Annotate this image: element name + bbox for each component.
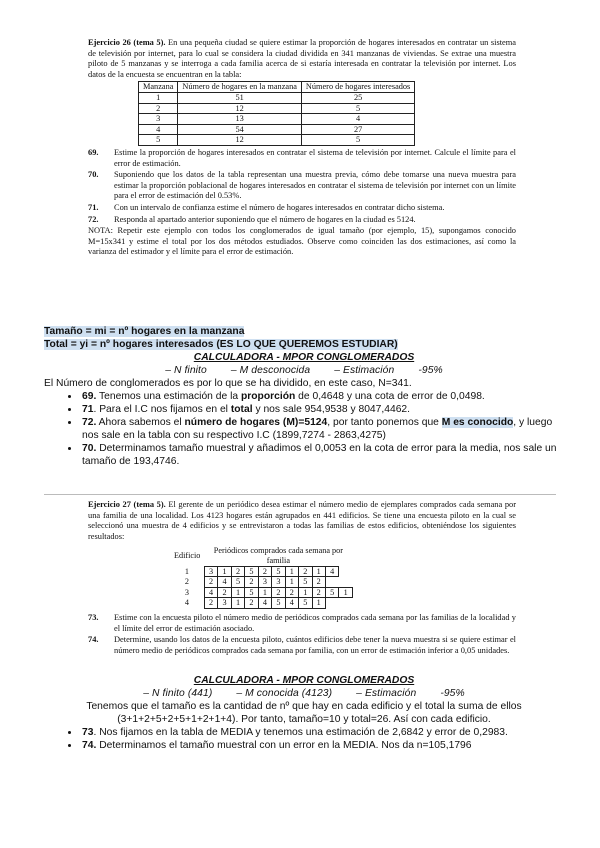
answer-bold: número de hogares (M)=5124 [184,417,328,428]
table-cell: 2 [204,598,217,609]
table-cell: 2 [272,587,285,598]
table-cell: 5 [231,577,244,588]
question-text: Suponiendo que los datos de la tabla representan una muestra previa, cómo debe tomarse una nueva muestra para estimar la proporción poblacional de hogares interesados en contratar el sistema de televisión por internet con un límite para el error de estimación del 0.53%. [114,170,516,201]
param-m: – M desconocida [230,365,311,376]
table-header-row [139,82,415,93]
exercise-27-table [170,546,353,609]
exercise-26-note: NOTA: Repetir este ejemplo con todos los conglomerados de igual tamaño (por ejemplo, 15), supongamos conocido M=15x341 y estime el total por los dos métodos estudiados. Observe como coinciden las dos estimaciones, así como la varianza del estimador y el límite para el error de estimación. [88,226,516,257]
table-cell: 1 [285,577,298,588]
table-cell: 5 [272,598,285,609]
table-cell: 1 [299,587,312,598]
notes-paragraph: Tenemos que el tamaño es la cantidad de nº que hay en cada edificio y el total la suma de ellos (3+1+2+5+2+5+1+2+1+4). Por tanto, tamaño=10 y total=26. Así con cada edificio. [86,701,522,725]
question-text: Determine, usando los datos de la encuesta piloto, cuántos edificios debe tener la nueva muestra si se quiere estimar el número medio de periódicos comprados cada semana por familia, con un error de estimación inferior a 0,05 unidades. [114,635,516,655]
table-cell: 2 [312,577,325,588]
calculator-title: CALCULADORA - MPOR CONGLOMERADOS [193,352,415,363]
question-73 [88,613,516,634]
notes-exercise-26 [44,325,564,468]
table-cell: 1 [139,92,178,103]
table-cell: 1 [184,566,189,576]
table-cell: 3 [272,577,285,588]
table-cell [325,598,338,609]
table-cell: 4 [184,598,189,608]
answer-number: 73 [82,727,94,738]
param-estimation: – Estimación [334,365,395,376]
table-cell: 3 [204,566,217,577]
question-69 [88,148,516,169]
table-cell: 12 [178,103,302,114]
table-cell: 2 [204,577,217,588]
table-cell: 2 [139,103,178,114]
table-cell [339,598,352,609]
question-text: Con un intervalo de confianza estime el número de hogares interesados en contratar dicho sistema. [114,202,445,212]
question-text: Responda al apartado anterior suponiendo que el número de hogares en la ciudad es 5124. [114,214,416,224]
exercise-26-block [88,38,516,258]
question-number: 74. [88,635,99,645]
question-71 [88,203,516,214]
table-cell: 3 [258,577,271,588]
answer-number: 71 [82,404,94,415]
question-number: 73. [88,612,99,622]
exercise-27-intro [88,500,516,542]
table-cell: 5 [301,135,414,146]
table-row [170,566,352,577]
answer-text: , y luego nos sale en la tabla con su respectivo I.C (1899,7274 - 2863,4275) [82,417,553,441]
question-number: 72. [88,214,99,224]
answer-text: . Nos fijamos en la tabla de MEDIA y tenemos una estimación de 2,6842 y error de 0,2983. [93,727,508,738]
answer-text: y nos sale 954,9538 y 8047,4462. [252,404,411,415]
calculator-params [44,687,564,700]
answer-bold: proporción [240,391,296,402]
table-cell: 27 [301,124,414,135]
question-number: 70. [88,170,99,180]
table-row [170,577,352,588]
answer-text: Determinamos tamaño muestral y añadimos el 0,0053 en la cota de error para la media, nos sale un tamaño de 193,4746. [82,443,557,467]
param-confidence: -95% [418,365,443,376]
section-divider [44,494,556,495]
table-cell: 2 [245,577,258,588]
exercise-27-heading: Ejercicio 27 (tema 5). [88,500,166,509]
table-row [139,114,415,125]
notes-line: El Número de conglomerados es por lo que se ha dividido, en este caso, N=341. [44,378,412,389]
answer-73 [80,726,564,739]
answer-highlight: M es conocido [441,417,514,428]
table-row [139,92,415,103]
table-cell: 54 [178,124,302,135]
table-row [139,124,415,135]
answer-70 [80,442,564,468]
table-cell: 1 [231,598,244,609]
table-cell: 4 [301,114,414,125]
question-text: Estime con la encuesta piloto el número medio de periódicos comprados cada semana por las familias de la localidad y el límite del error de estimación asociado. [114,612,516,633]
answer-text: Ahora sabemos el [96,417,185,428]
table-cell: 4 [139,124,178,135]
table-cell: 4 [325,566,338,577]
definition-total: Total = yi = nº hogares interesados (ES LO QUE QUEREMOS ESTUDIAR) [44,339,398,350]
table-cell: 12 [178,135,302,146]
table-cell: 2 [258,566,271,577]
table-row [170,598,352,609]
table-header: Edificio [174,551,201,561]
answer-72 [80,416,564,442]
table-row [170,587,352,598]
table-row [139,135,415,146]
answer-74 [80,739,564,752]
answers-list [44,390,564,468]
question-number: 71. [88,202,99,212]
table-cell: 1 [312,566,325,577]
answer-number: 72. [82,417,97,428]
table-cell: 2 [312,587,325,598]
table-header: Periódicos comprados cada semana por familia [213,546,343,565]
table-cell: 1 [339,587,352,598]
calculator-params [44,364,564,377]
answer-number: 69. [82,391,97,402]
table-cell [325,577,338,588]
param-m: – M conocida (4123) [236,688,333,699]
table-cell: 2 [184,577,189,587]
table-cell: 4 [258,598,271,609]
table-cell: 5 [245,587,258,598]
param-estimation: – Estimación [356,688,417,699]
answer-69 [80,390,564,403]
calculator-title: CALCULADORA - MPOR CONGLOMERADOS [193,675,415,686]
answer-number: 70. [82,443,97,454]
table-cell: 3 [139,114,178,125]
table-cell: 2 [218,587,231,598]
table-cell: 3 [218,598,231,609]
answer-text: Tenemos una estimación de la [96,391,241,402]
answer-71 [80,403,564,416]
exercise-26-text: En una pequeña ciudad se quiere estimar la proporción de hogares interesados en contratar un sistema de televisión por internet, para lo cual se considera la ciudad dividida en 341 manzanas de viviendas. Se extrae una muestra piloto de 5 manzanas y se interroga a cada familia acerca de si estaría interesada en contratar la televisión por internet. Los datos de la encuesta se encuentran en la tabla: [88,38,517,79]
table-cell [339,577,352,588]
param-n: – N finito (441) [143,688,213,699]
question-number: 69. [88,147,99,157]
question-72 [88,215,516,226]
table-cell: 5 [299,577,312,588]
table-cell: 5 [139,135,178,146]
param-n: – N finito [165,365,207,376]
table-cell: 4 [204,587,217,598]
table-cell: 2 [299,566,312,577]
answer-text: , por tanto ponemos que [327,417,442,428]
table-cell: 2 [231,566,244,577]
table-cell: 4 [218,577,231,588]
answer-bold: total [230,404,253,415]
table-cell: 5 [325,587,338,598]
table-cell: 5 [245,566,258,577]
question-74 [88,635,516,656]
answer-text: Determinamos el tamaño muestral con un error en la MEDIA. Nos da n=105,1796 [96,740,472,751]
exercise-27-block [88,500,516,656]
question-70 [88,170,516,202]
table-row [139,103,415,114]
table-cell: 1 [218,566,231,577]
table-cell: 1 [285,566,298,577]
table-cell: 2 [285,587,298,598]
answer-number: 74. [82,740,97,751]
table-cell: 4 [285,598,298,609]
exercise-27-text: El gerente de un periódico desea estimar el número medio de ejemplares comprados cada semana por una familia de una localidad. Los 4123 hogares están agrupados en 441 edificios. Se tiene una encuesta piloto en la cual se seleccionó una muestra de 4 edificios y se entrevistaron a todas las familias de estos edificios, obteniéndose los siguientes resultados: [88,500,516,541]
table-header: Número de hogares interesados [301,82,414,93]
table-header: Manzana [139,82,178,93]
table-cell: 5 [299,598,312,609]
answers-list [44,726,564,752]
table-cell: 13 [178,114,302,125]
question-text: Estime la proporción de hogares interesados en contratar el sistema de televisión por internet. Calcule el límite para el error de estimación. [114,147,516,168]
table-cell: 25 [301,92,414,103]
table-cell: 1 [312,598,325,609]
table-cell [339,566,352,577]
table-cell: 3 [184,587,189,597]
answer-text: . Para el I.C nos fijamos en el [93,404,231,415]
table-cell: 2 [245,598,258,609]
table-cell: 5 [272,566,285,577]
definition-size: Tamaño = mi = nº hogares en la manzana [44,326,245,337]
notes-exercise-27 [44,674,564,752]
table-cell: 5 [301,103,414,114]
table-header-row [170,546,352,566]
param-confidence: -95% [440,688,465,699]
answer-text: de 0,4648 y una cota de error de 0,0498. [295,391,485,402]
table-cell: 1 [258,587,271,598]
table-cell: 51 [178,92,302,103]
exercise-26-heading: Ejercicio 26 (tema 5). [88,38,166,47]
table-cell: 1 [231,587,244,598]
table-header: Número de hogares en la manzana [178,82,302,93]
exercise-26-intro [88,38,516,80]
exercise-26-table [138,81,415,146]
